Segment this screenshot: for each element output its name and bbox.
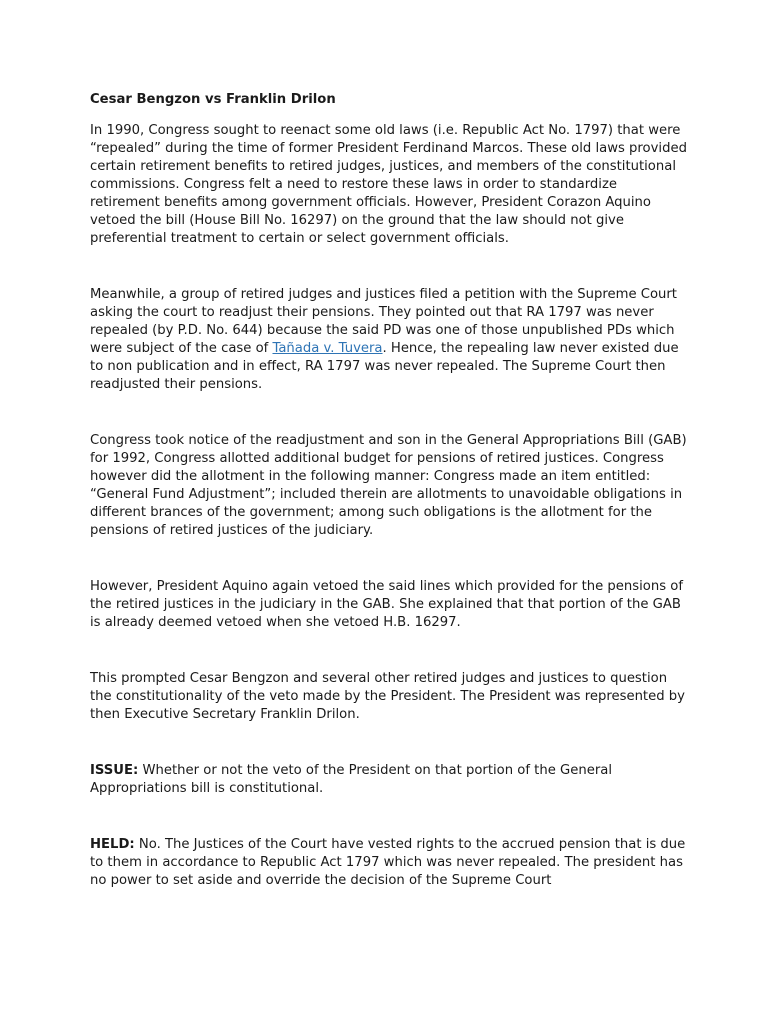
paragraph-petition-text-2: . Hence, the repealing law never existed due to non publication and in effect, RA 1797 was never repealed. The Supreme Court then readjusted their pensions. bbox=[90, 341, 679, 392]
document-page bbox=[90, 90, 690, 890]
paragraph-background: In 1990, Congress sought to reenact some old laws (i.e. Republic Act No. 1797) that were “repealed” during the time of former President Ferdinand Marcos. These old laws provided certain retirement benefits to retired judges, justices, and members of the constitutional commissions. Congress felt a need to restore these laws in order to standardize retirement benefits among government officials. However, President Corazon Aquino vetoed the bill (House Bill No. 16297) on the ground that the law should not give preferential treatment to certain or select government officials. bbox=[90, 123, 687, 246]
paragraph-petitioners: This prompted Cesar Bengzon and several other retired judges and justices to question the constitutionality of the veto made by the President. The President was represented by then Executive Secretary Franklin Drilon. bbox=[90, 671, 685, 722]
issue-text: Whether or not the veto of the President on that portion of the General Appropriations bill is constitutional. bbox=[90, 763, 612, 796]
held-text: No. The Justices of the Court have vested rights to the accrued pension that is due to them in accordance to Republic Act 1797 which was never repealed. The president has no power to set aside and override the decision of the Supreme Court bbox=[90, 837, 686, 888]
issue-label: ISSUE: bbox=[90, 763, 139, 778]
paragraph-petition-text-1: Meanwhile, a group of retired judges and justices filed a petition with the Supreme Court asking the court to readjust their pensions. They pointed out that RA 1797 was never repealed (by P.D. No. 644) because the said PD was one of those unpublished PDs which were subject of the case of bbox=[90, 287, 677, 356]
paragraph-issue bbox=[90, 762, 690, 798]
tanada-v-tuvera-link[interactable]: Tañada v. Tuvera bbox=[272, 341, 383, 356]
paragraph-held bbox=[90, 836, 690, 890]
held-label: HELD: bbox=[90, 837, 135, 852]
document-title: Cesar Bengzon vs Franklin Drilon bbox=[90, 92, 336, 107]
paragraph-veto: However, President Aquino again vetoed the said lines which provided for the pensions of the retired justices in the judiciary in the GAB. She explained that that portion of the GAB is already deemed vetoed when she vetoed H.B. 16297. bbox=[90, 579, 683, 630]
paragraph-gab: Congress took notice of the readjustment and son in the General Appropriations Bill (GAB) for 1992, Congress allotted additional budget for pensions of retired justices. Congress however did the allotment in the following manner: Congress made an item entitled: “General Fund Adjustment”; included therein are allotments to unavoidable obligations in different brances of the government; among such obligations is the allotment for the pensions of retired justices of the judiciary. bbox=[90, 433, 687, 538]
paragraph-petition bbox=[90, 286, 690, 394]
